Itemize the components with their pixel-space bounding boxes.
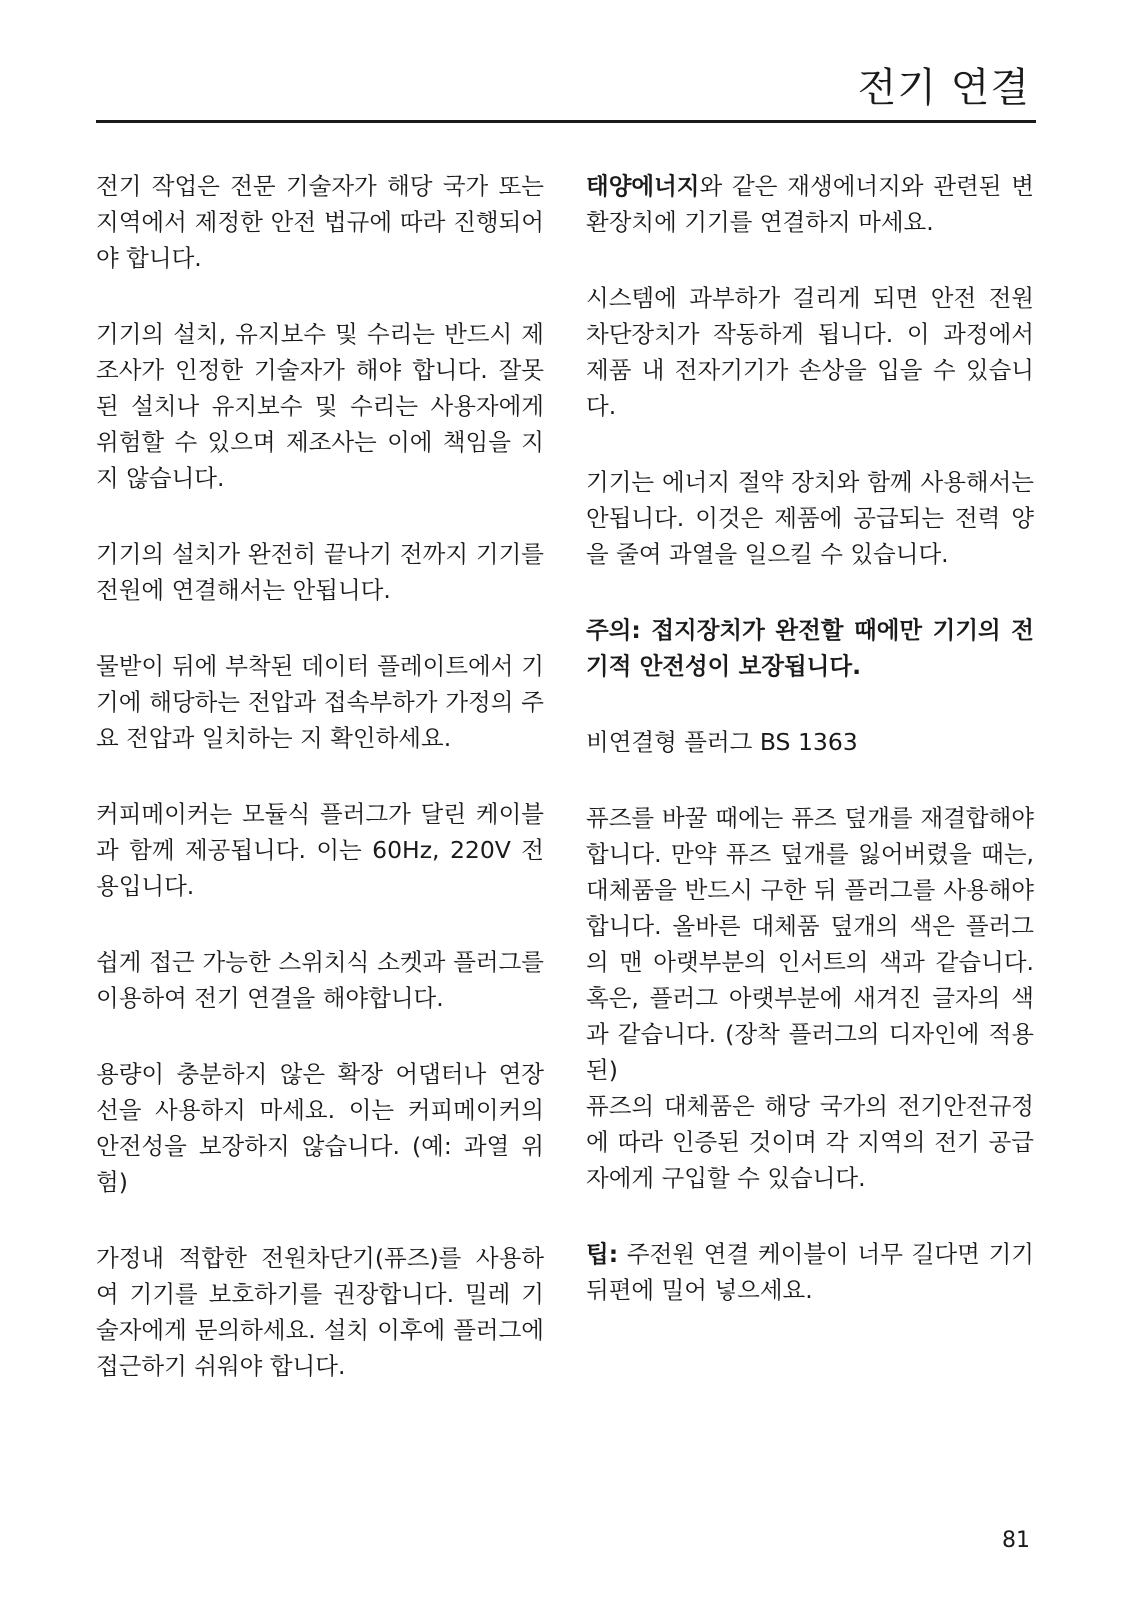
paragraph-installation-technician: 기기의 설치, 유지보수 및 수리는 반드시 제조사가 인정한 기술자가 해야 합니다. 잘못된 설치나 유지보수 및 수리는 사용자에게 위험할 수 있으며 제조사는 이에 책임을 지지 않습니다. [96, 320, 544, 492]
tip-label: 팁: [586, 1240, 619, 1268]
paragraph-energy-saving: 기기는 에너지 절약 장치와 함께 사용해서는 안됩니다. 이것은 제품에 공급되는 전력 양을 줄여 과열을 일으킬 수 있습니다. [586, 468, 1034, 568]
paragraph-renewable-energy [586, 168, 1034, 240]
paragraph-switched-socket: 쉽게 접근 가능한 스위치식 소켓과 플러그를 이용하여 전기 연결을 해야합니다. [96, 948, 544, 1012]
paragraph-electrical-work: 전기 작업은 전문 기술자가 해당 국가 또는 지역에서 제정한 안전 법규에 따라 진행되어야 합니다. [96, 172, 544, 272]
tip-text: 주전원 연결 케이블이 너무 길다면 기기 뒤편에 밀어 넣으세요. [586, 1240, 1034, 1304]
paragraph-circuit-breaker: 가정내 적합한 전원차단기(퓨즈)를 사용하여 기기를 보호하기를 권장합니다. 밀레 기술자에게 문의하세요. 설치 이후에 플러그에 접근하기 쉬워야 합니다. [96, 1244, 544, 1380]
paragraph-overload: 시스템에 과부하가 걸리게 되면 안전 전원 차단장치가 작동하게 됩니다. 이 과정에서 제품 내 전자기기가 손상을 입을 수 있습니다. [586, 284, 1034, 420]
paragraph-connect-after-install: 기기의 설치가 완전히 끝나기 전까지 기기를 전원에 연결해서는 안됩니다. [96, 540, 544, 604]
page-number: 81 [1002, 1528, 1030, 1553]
tip-note [586, 1236, 1034, 1308]
paragraph-extension-leads: 용량이 충분하지 않은 확장 어댑터나 연장 선을 사용하지 마세요. 이는 커피메이커의 안전성을 보장하지 않습니다. (예: 과열 위험) [96, 1060, 544, 1196]
left-column [96, 168, 544, 1424]
page-title: 전기 연결 [857, 65, 1030, 111]
paragraph-modular-plug: 커피메이커는 모듈식 플러그가 달린 케이블과 함께 제공됩니다. 이는 60Hz, 220V 전용입니다. [96, 800, 544, 900]
renewable-highlight: 태양에너지 [586, 172, 700, 200]
paragraph-data-plate: 물받이 뒤에 부착된 데이터 플레이트에서 기기에 해당하는 전압과 접속부하가 가정의 주요 전압과 일치하는 지 확인하세요. [96, 652, 544, 752]
plug-heading: 비연결형 플러그 BS 1363 [586, 728, 858, 756]
right-column [586, 168, 1034, 1348]
caution-note: 주의: 접지장치가 완전할 때에만 기기의 전기적 안전성이 보장됩니다. [586, 616, 1034, 680]
header-divider [96, 120, 1036, 123]
paragraph-fuse-cover: 퓨즈를 바꿀 때에는 퓨즈 덮개를 재결합해야합니다. 만약 퓨즈 덮개를 잃어버렸을 때는, 대체품을 반드시 구한 뒤 플러그를 사용해야 합니다. 올바른 대체품 덮개의 색은 플러그의 맨 아랫부분의 인서트의 색과 같습니다. 혹은, 플러그 아랫부분에 새겨진 글자의 색과 같습니다. (장착 플러그의 디자인에 적용된) [586, 804, 1034, 1084]
paragraph-fuse-replacement: 퓨즈의 대체품은 해당 국가의 전기안전규정에 따라 인증된 것이며 각 지역의 전기 공급자에게 구입할 수 있습니다. [586, 1092, 1034, 1192]
renewable-text: 와 같은 재생에너지와 관련된 변환장치에 기기를 연결하지 마세요. [586, 172, 1034, 236]
